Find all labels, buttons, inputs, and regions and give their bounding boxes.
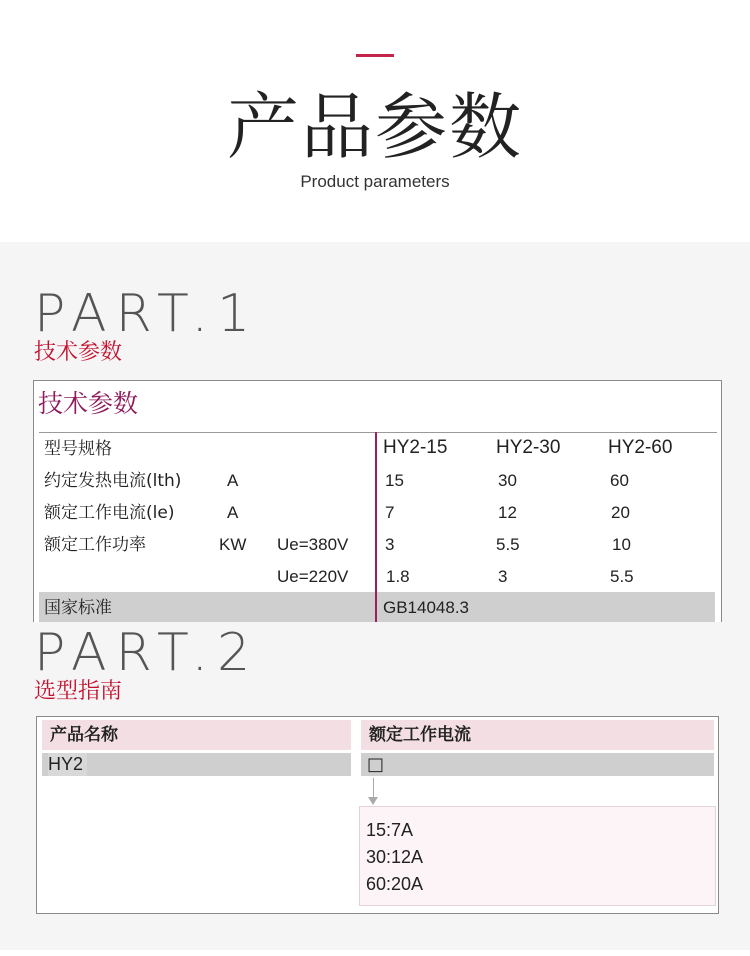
row-value: 20 — [611, 503, 630, 522]
standard-label: 国家标准 — [44, 598, 112, 618]
arrow-down-icon — [368, 797, 378, 805]
table-column-divider — [375, 432, 377, 622]
current-option: 15:7A — [366, 820, 414, 840]
row-value: 1.8 — [386, 567, 410, 586]
table-footer-row — [39, 592, 715, 622]
current-option: 30:12A — [366, 847, 424, 867]
model-hy2-60: HY2-60 — [608, 437, 673, 458]
model-spec-label: 型号规格 — [44, 439, 112, 459]
product-name-text: HY2 — [48, 753, 87, 776]
row-value: 3 — [385, 535, 395, 554]
product-name-header: 产品名称 — [42, 720, 351, 750]
accent-bar — [356, 54, 394, 57]
row-unit: A — [227, 503, 239, 522]
table-title: 技术参数 — [38, 389, 139, 418]
standard-value: GB14048.3 — [383, 598, 470, 617]
row-label: 额定工作功率 — [44, 535, 146, 555]
current-options-box — [359, 806, 716, 906]
table-divider — [39, 432, 717, 433]
row-value: 30 — [498, 471, 517, 490]
row-label: 约定发热电流(lth) — [44, 471, 182, 491]
part1-label: PART.1 — [34, 284, 260, 344]
row-unit: A — [227, 471, 239, 490]
placeholder-box: □ — [367, 754, 385, 775]
model-hy2-30: HY2-30 — [496, 437, 561, 458]
row-value: 10 — [612, 535, 631, 554]
row-value: 15 — [385, 471, 404, 490]
row-value: 12 — [498, 503, 517, 522]
row-value: 5.5 — [610, 567, 634, 586]
page-title: 产品参数 — [226, 85, 523, 169]
selection-guide-table — [36, 716, 719, 914]
product-name-value — [42, 753, 351, 776]
current-option: 60:20A — [366, 874, 424, 894]
page-header — [0, 0, 750, 242]
row-value: 60 — [610, 471, 629, 490]
row-label: 额定工作电流(le) — [44, 503, 175, 523]
rated-current-header: 额定工作电流 — [361, 720, 714, 750]
part2-subtitle: 选型指南 — [34, 679, 123, 704]
rated-current-value — [361, 753, 714, 776]
row-value: 7 — [385, 503, 395, 522]
row-condition: Ue=380V — [277, 535, 349, 554]
row-value: 5.5 — [496, 535, 520, 554]
row-condition: Ue=220V — [277, 567, 349, 586]
row-unit: KW — [219, 535, 247, 554]
row-value: 3 — [498, 567, 508, 586]
model-hy2-15: HY2-15 — [383, 437, 448, 458]
part1-subtitle: 技术参数 — [34, 340, 123, 365]
tech-params-table — [33, 380, 722, 622]
part2-label: PART.2 — [34, 623, 260, 683]
page-subtitle: Product parameters — [300, 172, 450, 191]
